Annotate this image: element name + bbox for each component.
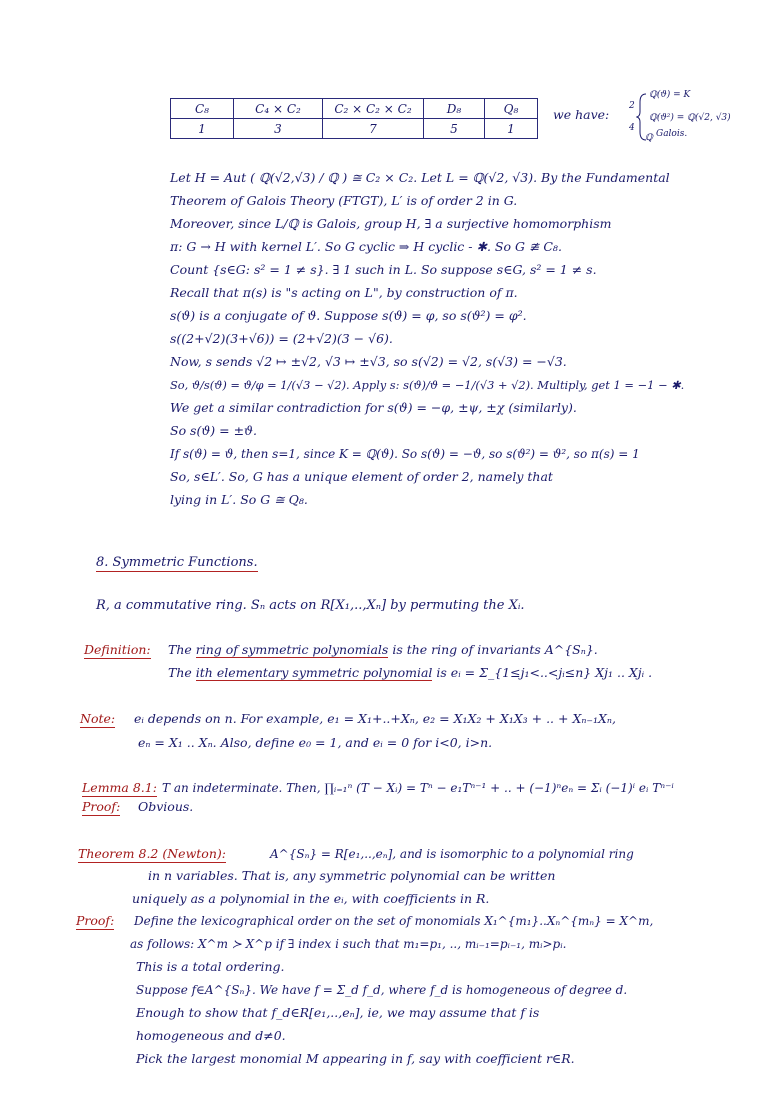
text-line: So, s∈L′. So, G has a unique element of order 2, namely that	[170, 469, 553, 484]
theorem-line: in n variables. That is, any symmetric polynomial can be written	[148, 868, 556, 883]
table-cell: C₈	[171, 99, 234, 119]
note-label: Note:	[80, 711, 116, 726]
degree-label: 2	[629, 101, 635, 111]
field-top: ℚ(ϑ) = K	[649, 90, 691, 100]
field-middle: ℚ(ϑ²) = ℚ(√2, √3)	[649, 113, 731, 123]
theorem-label: Theorem 8.2 (Newton):	[78, 846, 226, 861]
definition-text: The	[168, 642, 192, 657]
definition-line	[168, 665, 652, 681]
galois-label: Galois.	[656, 129, 688, 139]
intro-line: R, a commutative ring. Sₙ acts on R[X₁,..,Xₙ] by permuting the Xᵢ.	[96, 598, 525, 613]
note-line: eₙ = X₁ .. Xₙ. Also, define e₀ = 1, and eᵢ = 0 for i<0, i>n.	[138, 735, 493, 750]
field-bottom: ℚ	[645, 133, 653, 143]
we-have-label: we have:	[553, 107, 610, 122]
group-count-table	[170, 98, 538, 139]
definition-text: The	[168, 665, 192, 680]
table-header-row	[171, 99, 538, 119]
table-cell: 5	[424, 119, 485, 139]
text-line: So, ϑ/s(ϑ) = ϑ/φ = 1/(√3 − √2). Apply s: s(ϑ)/ϑ = −1/(√3 + √2). Multiply, get 1 = −1 − ✱.	[170, 378, 685, 392]
text-line: π: G → H with kernel L′. So G cyclic ⇒ H cyclic - ✱. So G ≇ C₈.	[170, 239, 562, 254]
text-line: We get a similar contradiction for s(ϑ) = −φ, ±ψ, ±χ (similarly).	[170, 400, 577, 415]
text-line: Recall that π(s) is "s acting on L", by construction of π.	[170, 285, 518, 300]
text-line: Moreover, since L/ℚ is Galois, group H, ∃ a surjective homomorphism	[170, 216, 612, 231]
table-cell: C₄ × C₂	[234, 99, 323, 119]
definition-line	[168, 642, 598, 658]
table-cell: 1	[171, 119, 234, 139]
text-line: Count {s∈G: s² = 1 ≠ s}. ∃ 1 such in L. So suppose s∈G, s² = 1 ≠ s.	[170, 262, 597, 277]
table-cell: D₈	[424, 99, 485, 119]
text-line: Theorem of Galois Theory (FTGT), L′ is of order 2 in G.	[170, 193, 518, 208]
lemma-text: T an indeterminate. Then, ∏ᵢ₌₁ⁿ (T − Xᵢ) = Tⁿ − e₁Tⁿ⁻¹ + .. + (−1)ⁿeₙ = Σᵢ (−1)ⁱ eᵢ Tⁿ⁻ⁱ	[162, 781, 674, 795]
text-line: If s(ϑ) = ϑ, then s=1, since K = ℚ(ϑ). So s(ϑ) = −ϑ, so s(ϑ²) = ϑ², so π(s) = 1	[170, 447, 640, 461]
proof-line: Define the lexicographical order on the set of monomials X₁^{m₁}..Xₙ^{mₙ} = X^m,	[134, 914, 654, 928]
note-line: eᵢ depends on n. For example, e₁ = X₁+..+Xₙ, e₂ = X₁X₂ + X₁X₃ + .. + Xₙ₋₁Xₙ,	[134, 711, 616, 726]
text-line: s(ϑ) is a conjugate of ϑ. Suppose s(ϑ) = φ, so s(ϑ²) = φ².	[170, 308, 527, 323]
defined-term: ith elementary symmetric polynomial	[195, 665, 433, 680]
defined-term: ring of symmetric polynomials	[195, 642, 389, 657]
table-cell: Q₈	[485, 99, 538, 119]
theorem-line: A^{Sₙ} = R[e₁,..,eₙ], and is isomorphic to a polynomial ring	[270, 847, 634, 861]
definition-text: is eᵢ = Σ_{1≤j₁<..<jᵢ≤n} Xj₁ .. Xjᵢ .	[436, 665, 653, 680]
table-cell: C₂ × C₂ × C₂	[323, 99, 424, 119]
text-line: Let H = Aut ( ℚ(√2,√3) / ℚ ) ≅ C₂ × C₂. Let L = ℚ(√2, √3). By the Fundamental	[170, 170, 670, 185]
proof-line: Pick the largest monomial M appearing in f, say with coefficient r∈R.	[136, 1051, 575, 1066]
proof-text: Obvious.	[138, 799, 194, 814]
table-cell: 1	[485, 119, 538, 139]
proof-line: as follows: X^m ≻ X^p if ∃ index i such that m₁=p₁, .., mᵢ₋₁=pᵢ₋₁, mᵢ>pᵢ.	[130, 937, 567, 951]
table-cell: 7	[323, 119, 424, 139]
definition-text: is the ring of invariants A^{Sₙ}.	[392, 642, 598, 657]
proof-label: Proof:	[76, 913, 115, 928]
brace-icon	[636, 92, 648, 142]
proof-line: This is a total ordering.	[136, 959, 285, 974]
table-row	[171, 119, 538, 139]
section-title: 8. Symmetric Functions.	[96, 555, 258, 570]
proof-line: Suppose f∈A^{Sₙ}. We have f = Σ_d f_d, where f_d is homogeneous of degree d.	[136, 983, 628, 997]
theorem-line: uniquely as a polynomial in the eᵢ, with coefficients in R.	[132, 891, 490, 906]
text-line: lying in L′. So G ≅ Q₈.	[170, 492, 308, 507]
table-cell: 3	[234, 119, 323, 139]
definition-label: Definition:	[84, 642, 151, 657]
proof-line: Enough to show that f_d∈R[e₁,..,eₙ], ie, we may assume that f is	[136, 1005, 540, 1020]
degree-label: 4	[629, 123, 635, 133]
text-line: Now, s sends √2 ↦ ±√2, √3 ↦ ±√3, so s(√2) = √2, s(√3) = −√3.	[170, 354, 567, 369]
text-line: So s(ϑ) = ±ϑ.	[170, 423, 257, 438]
lemma-label: Lemma 8.1:	[82, 780, 157, 795]
text-line: s((2+√2)(3+√6)) = (2+√2)(3 − √6).	[170, 331, 393, 346]
proof-line: homogeneous and d≠0.	[136, 1028, 286, 1043]
proof-label: Proof:	[82, 799, 121, 814]
